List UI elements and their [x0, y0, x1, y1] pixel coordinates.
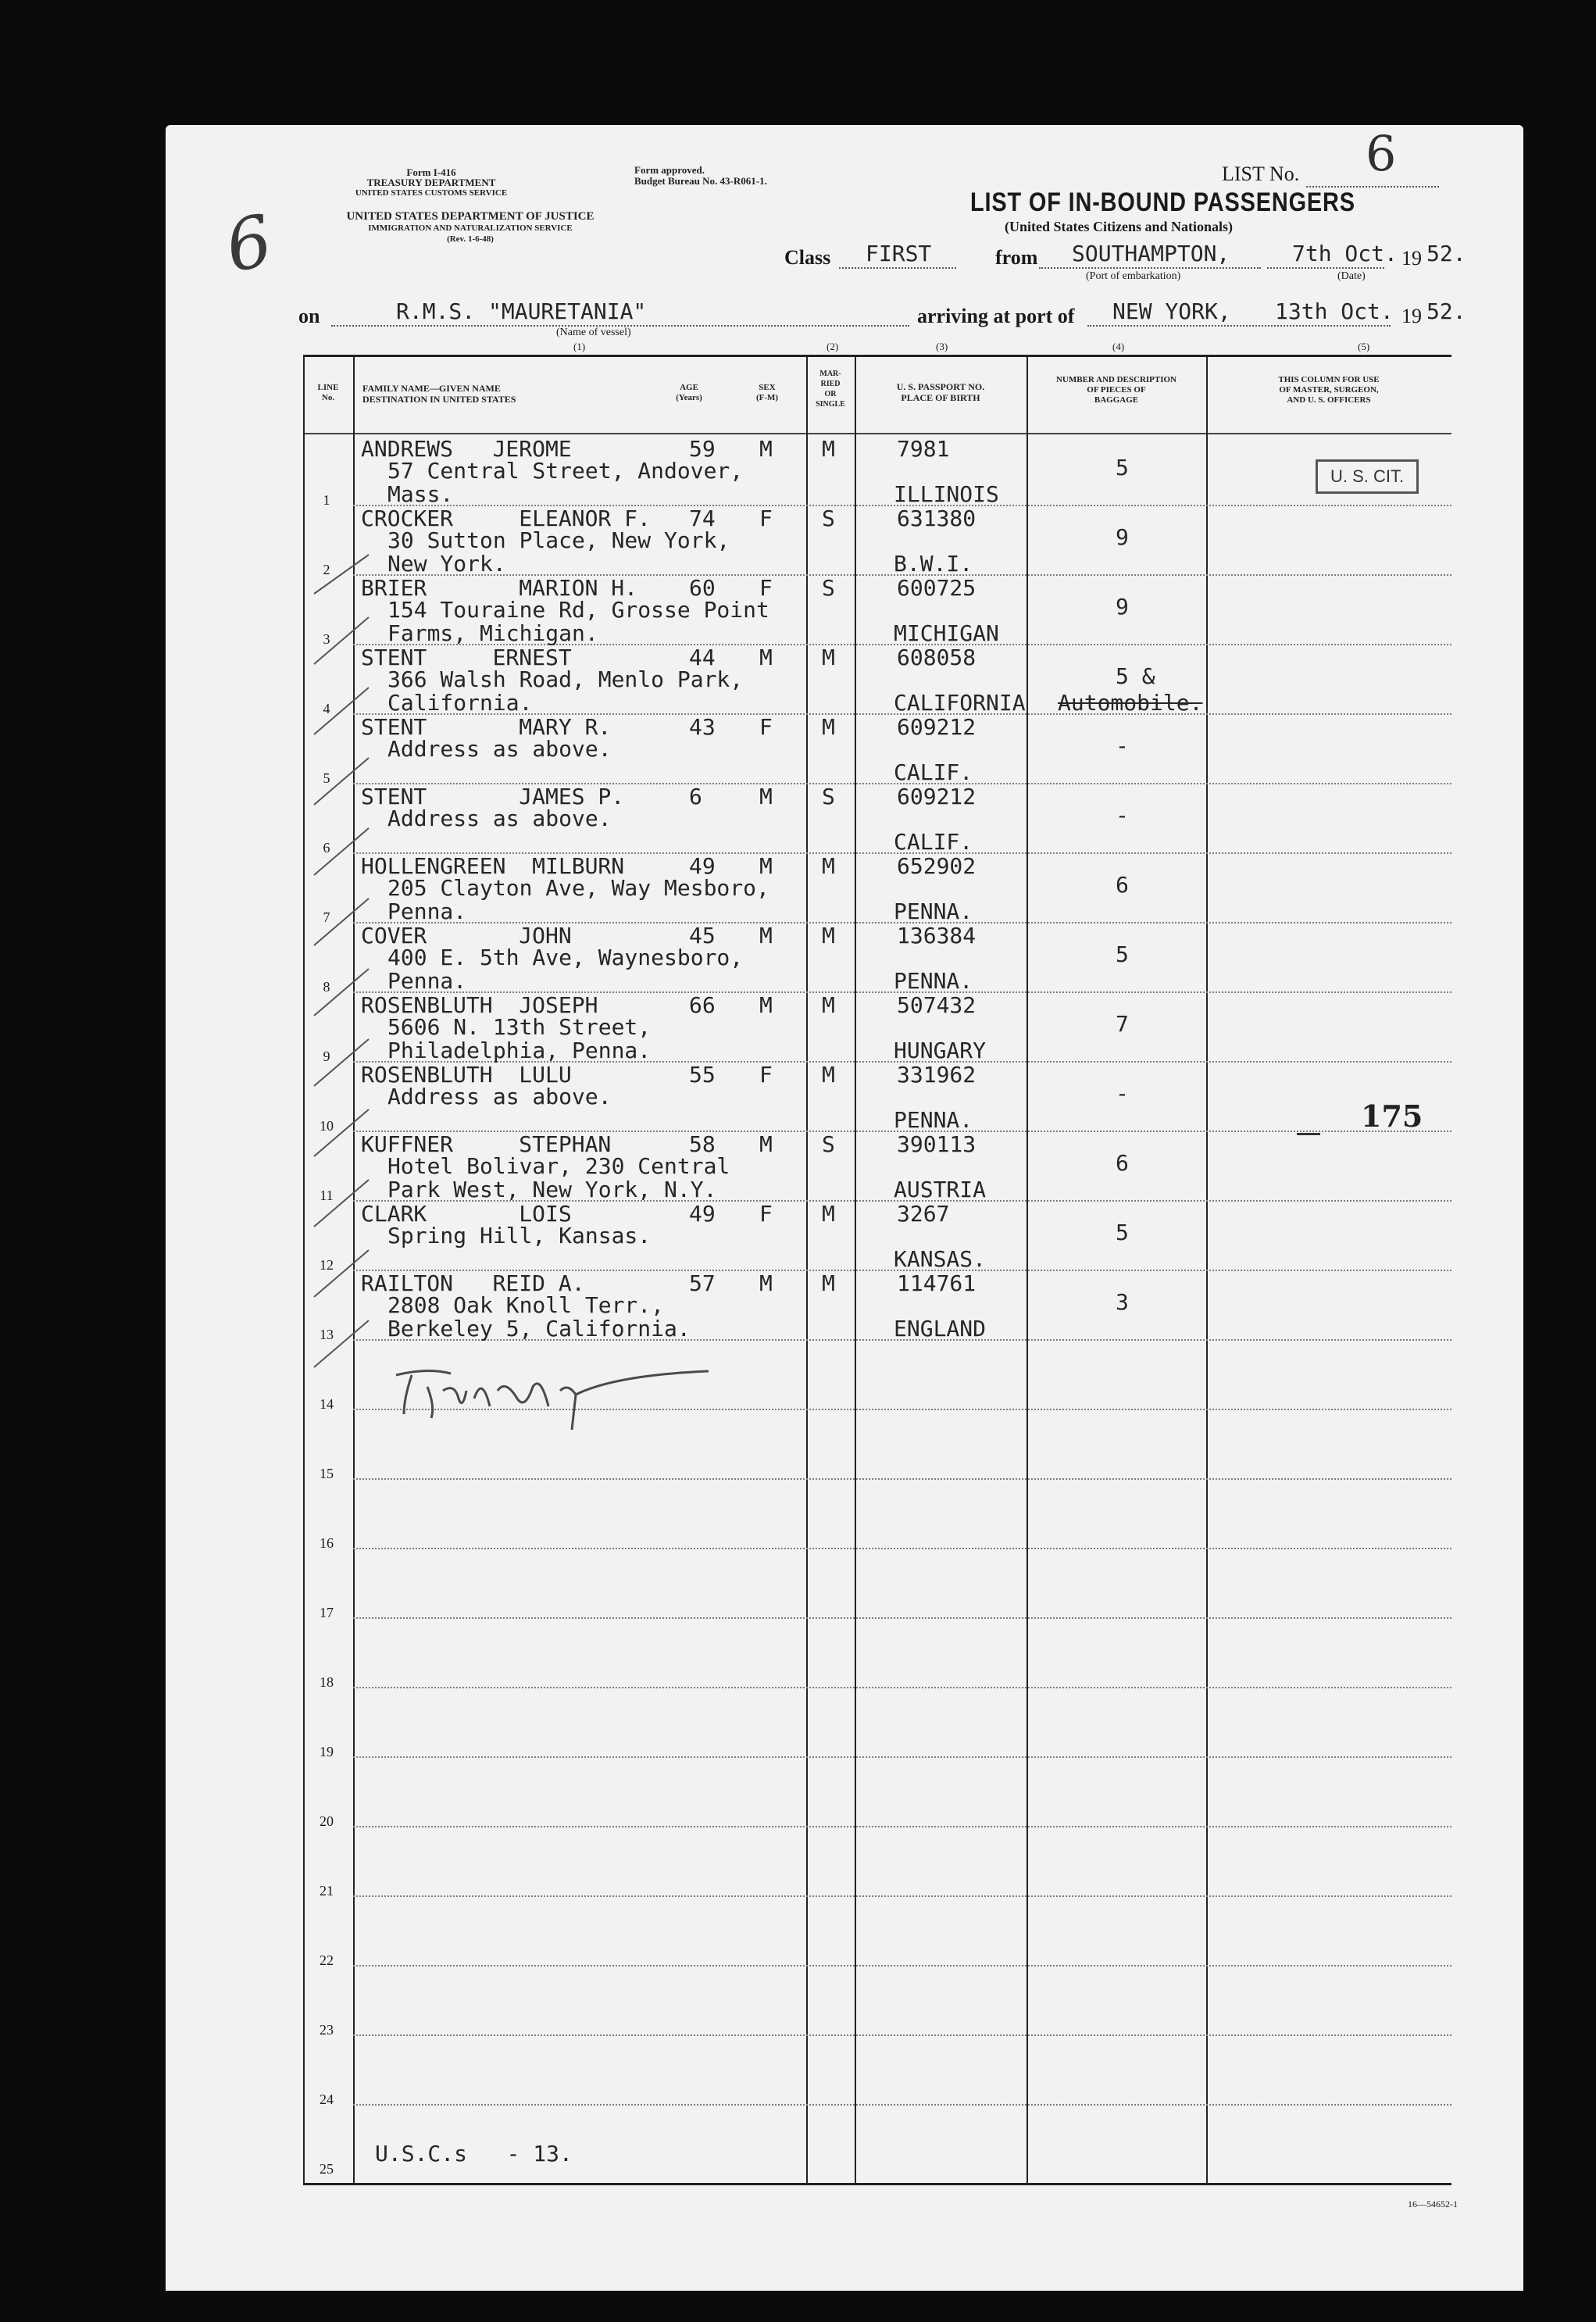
- passport-number: 609212: [897, 714, 977, 740]
- passenger-name: ANDREWS JEROME: [361, 436, 572, 462]
- passport-number: 507432: [897, 992, 977, 1018]
- list-no-label: LIST No.: [1222, 163, 1300, 185]
- treasury-dept: TREASURY DEPARTMENT: [366, 177, 496, 188]
- place-of-birth: AUSTRIA: [894, 1177, 987, 1202]
- passenger-age: 58: [689, 1131, 716, 1157]
- col-marker-3: (3): [936, 341, 948, 352]
- marital-status: M: [822, 645, 835, 670]
- passport-number: 136384: [897, 923, 977, 948]
- arrival-port: NEW YORK,: [1112, 298, 1231, 324]
- col-marker-4: (4): [1112, 341, 1125, 352]
- passenger-address: Address as above.: [387, 1084, 612, 1109]
- passport-number: 609212: [897, 784, 977, 809]
- passenger-age: 43: [689, 714, 716, 740]
- header-passport: U. S. PASSPORT NO. PLACE OF BIRTH: [896, 381, 985, 403]
- line-number: 3: [323, 631, 330, 647]
- port-caption: (Port of embarkation): [1086, 270, 1181, 282]
- baggage-count: 9: [1116, 594, 1129, 620]
- vessel-caption: (Name of vessel): [556, 327, 631, 338]
- passenger-name: ROSENBLUTH JOSEPH: [361, 992, 598, 1018]
- marital-status: M: [822, 1270, 835, 1296]
- line-number: 6: [323, 840, 330, 856]
- line-number: 25: [320, 2161, 334, 2177]
- passport-number: 3267: [897, 1201, 950, 1227]
- row-rule: [353, 1548, 1451, 1549]
- page-title: LIST OF IN-BOUND PASSENGERS: [970, 188, 1355, 217]
- line-number: 22: [320, 1952, 334, 1968]
- officer-signature: [380, 1344, 740, 1430]
- form-approved: Form approved.: [634, 164, 705, 176]
- header-line-no: LINE No.: [317, 383, 339, 402]
- passport-number: 390113: [897, 1131, 977, 1157]
- customs-service: UNITED STATES CUSTOMS SERVICE: [355, 188, 508, 198]
- row-rule: [353, 2104, 1451, 2106]
- place-of-birth: PENNA.: [894, 1107, 973, 1133]
- officer-tally: 175: [1361, 1098, 1423, 1134]
- line-number: 21: [320, 1883, 334, 1899]
- passenger-sex: F: [759, 575, 773, 601]
- col-marker-1: (1): [573, 341, 586, 352]
- passenger-name: CROCKER ELEANOR F.: [361, 505, 651, 531]
- list-no-value: 6: [1366, 125, 1397, 182]
- class-line: [839, 267, 956, 269]
- depart-date: 7th Oct.: [1292, 241, 1398, 266]
- passenger-address: 57 Central Street, Andover, Mass.: [387, 458, 744, 507]
- passenger-age: 66: [689, 992, 716, 1018]
- passenger-name: KUFFNER STEPHAN: [361, 1131, 612, 1157]
- passenger-address: 205 Clayton Ave, Way Mesboro, Penna.: [387, 875, 769, 924]
- baggage-count: 5: [1116, 455, 1129, 480]
- officer-tally-dash: [1297, 1133, 1320, 1135]
- table-top-border: [303, 355, 1451, 357]
- header-officers: THIS COLUMN FOR USE OF MASTER, SURGEON, AND U. S. OFFICERS: [1278, 375, 1380, 405]
- marital-status: M: [822, 436, 835, 462]
- passenger-age: 59: [689, 436, 716, 462]
- passenger-sex: F: [759, 1201, 773, 1227]
- passenger-name: ROSENBLUTH LULU: [361, 1062, 572, 1088]
- line-number: 18: [320, 1674, 334, 1690]
- place-of-birth: HUNGARY: [894, 1038, 987, 1063]
- row-rule: [353, 1826, 1451, 1827]
- passenger-address: 400 E. 5th Ave, Waynesboro, Penna.: [387, 945, 744, 994]
- marital-status: S: [822, 1131, 835, 1157]
- arrival-date: 13th Oct.: [1275, 298, 1394, 324]
- from-value: SOUTHAMPTON,: [1072, 241, 1230, 266]
- passenger-sex: F: [759, 505, 773, 531]
- line-number: 12: [320, 1257, 334, 1273]
- line-number: 11: [320, 1188, 334, 1203]
- passenger-age: 49: [689, 1201, 716, 1227]
- struck-baggage-note: Automobile.: [1058, 690, 1203, 716]
- passenger-sex: M: [759, 1270, 773, 1296]
- passenger-name: CLARK LOIS: [361, 1201, 572, 1227]
- line-number: 15: [320, 1466, 334, 1481]
- marital-status: M: [822, 1201, 835, 1227]
- passenger-name: HOLLENGREEN MILBURN: [361, 853, 625, 879]
- passport-number: 608058: [897, 645, 977, 670]
- footer-code: 16—54652-1: [1408, 2199, 1458, 2209]
- passenger-age: 55: [689, 1062, 716, 1088]
- passenger-sex: M: [759, 923, 773, 948]
- marital-status: M: [822, 992, 835, 1018]
- header-married: MAR- RIED OR SINGLE: [816, 370, 845, 409]
- marital-status: S: [822, 575, 835, 601]
- passenger-address: 30 Sutton Place, New York, New York.: [387, 527, 730, 577]
- line-number: 20: [320, 1813, 334, 1829]
- col-divider: [806, 355, 808, 2183]
- col-divider: [855, 355, 856, 2183]
- passport-number: 600725: [897, 575, 977, 601]
- vessel-name: R.M.S. "MAURETANIA": [396, 298, 647, 324]
- passenger-age: 74: [689, 505, 716, 531]
- line-number: 17: [320, 1605, 334, 1620]
- header-age: AGE (Years): [676, 383, 702, 402]
- place-of-birth: MICHIGAN: [894, 620, 999, 646]
- form-id: Form I-416: [406, 166, 456, 178]
- date-caption: (Date): [1337, 270, 1366, 282]
- line-number: 10: [320, 1118, 334, 1134]
- manifest-page: [166, 125, 1523, 2291]
- baggage-count: 6: [1116, 872, 1129, 898]
- row-rule: [353, 1687, 1451, 1688]
- passenger-address: 5606 N. 13th Street, Philadelphia, Penna.: [387, 1014, 652, 1063]
- passenger-address: 154 Touraine Rd, Grosse Point Farms, Michigan.: [387, 597, 769, 646]
- line-number: 19: [320, 1744, 334, 1759]
- passport-number: 652902: [897, 853, 977, 879]
- budget-bureau: Budget Bureau No. 43-R061-1.: [634, 175, 767, 187]
- place-of-birth: B.W.I.: [894, 551, 973, 577]
- handwritten-mark: 6: [218, 199, 280, 289]
- passenger-address: 366 Walsh Road, Menlo Park, California.: [387, 666, 744, 716]
- line-number: 8: [323, 979, 330, 995]
- passenger-sex: M: [759, 784, 773, 809]
- revision: (Rev. 1-6-48): [447, 234, 494, 244]
- depart-date-line: [1267, 267, 1384, 269]
- table-header-bottom: [303, 433, 1451, 434]
- marital-status: M: [822, 923, 835, 948]
- col-divider: [303, 355, 305, 2183]
- col-marker-2: (2): [827, 341, 839, 352]
- line-number: 1: [323, 492, 330, 508]
- line-number: 7: [323, 909, 330, 925]
- header-baggage: NUMBER AND DESCRIPTION OF PIECES OF BAGGAGE: [1055, 375, 1177, 405]
- marital-status: S: [822, 784, 835, 809]
- place-of-birth: PENNA.: [894, 968, 973, 994]
- passenger-name: RAILTON REID A.: [361, 1270, 585, 1296]
- arriving-label: arriving at port of: [917, 305, 1075, 327]
- place-of-birth: KANSAS.: [894, 1246, 987, 1272]
- baggage-count: 5 &: [1116, 663, 1155, 689]
- line-number: 5: [323, 770, 330, 786]
- arrival-year: 52.: [1426, 298, 1466, 324]
- passenger-address: Address as above.: [387, 806, 612, 831]
- baggage-count: 5: [1116, 1220, 1129, 1245]
- row-rule: [353, 1965, 1451, 1967]
- place-of-birth: CALIF.: [894, 759, 973, 785]
- passenger-age: 45: [689, 923, 716, 948]
- marital-status: S: [822, 505, 835, 531]
- table-bottom-border: [303, 2183, 1451, 2185]
- passenger-address: Address as above.: [387, 736, 612, 762]
- passenger-name: STENT ERNEST: [361, 645, 572, 670]
- passenger-address: Hotel Bolivar, 230 Central Park West, New York, N.Y.: [387, 1153, 730, 1202]
- class-value: FIRST: [866, 241, 932, 266]
- passenger-sex: M: [759, 436, 773, 462]
- marital-status: M: [822, 714, 835, 740]
- baggage-count: -: [1116, 733, 1129, 759]
- row-rule: [353, 1478, 1451, 1480]
- col-marker-5: (5): [1358, 341, 1370, 352]
- total-citizens-note: U.S.C.s - 13.: [375, 2141, 573, 2167]
- from-label: from: [995, 246, 1038, 269]
- depart-year: 52.: [1426, 241, 1466, 266]
- arrival-year-prefix: 19: [1401, 305, 1422, 327]
- passenger-sex: F: [759, 1062, 773, 1088]
- passenger-name: BRIER MARION H.: [361, 575, 638, 601]
- row-rule: [353, 1895, 1451, 1897]
- marital-status: M: [822, 1062, 835, 1088]
- passenger-age: 44: [689, 645, 716, 670]
- baggage-count: 9: [1116, 524, 1129, 550]
- col-divider: [1206, 355, 1208, 2183]
- line-number: 4: [323, 701, 330, 716]
- col-divider: [1027, 355, 1028, 2183]
- line-number: 13: [320, 1327, 334, 1342]
- passenger-age: 57: [689, 1270, 716, 1296]
- passenger-age: 60: [689, 575, 716, 601]
- place-of-birth: PENNA.: [894, 898, 973, 924]
- passport-number: 331962: [897, 1062, 977, 1088]
- line-number: 23: [320, 2022, 334, 2038]
- passenger-name: COVER JOHN: [361, 923, 572, 948]
- baggage-count: 6: [1116, 1150, 1129, 1176]
- header-sex: SEX (F-M): [755, 383, 779, 402]
- immigration-service: IMMIGRATION AND NATURALIZATION SERVICE: [368, 223, 573, 233]
- from-line: [1039, 267, 1261, 269]
- page-subtitle: (United States Citizens and Nationals): [1005, 219, 1234, 234]
- passenger-sex: M: [759, 992, 773, 1018]
- justice-dept: UNITED STATES DEPARTMENT OF JUSTICE: [346, 210, 594, 223]
- marital-status: M: [822, 853, 835, 879]
- passenger-sex: M: [759, 853, 773, 879]
- line-number: 14: [320, 1396, 334, 1412]
- passenger-sex: M: [759, 645, 773, 670]
- row-rule: [353, 1617, 1451, 1619]
- arrival-line: [1087, 325, 1391, 327]
- line-number: 9: [323, 1048, 330, 1064]
- line-number: 2: [323, 562, 330, 577]
- class-label: Class: [784, 246, 831, 269]
- depart-year-prefix: 19: [1401, 247, 1422, 270]
- passenger-sex: M: [759, 1131, 773, 1157]
- line-number: 24: [320, 2092, 334, 2107]
- passport-number: 7981: [897, 436, 950, 462]
- passenger-age: 49: [689, 853, 716, 879]
- us-citizen-stamp: U. S. CIT.: [1316, 459, 1419, 494]
- row-rule: [353, 2034, 1451, 2036]
- row-rule: [353, 1756, 1451, 1758]
- place-of-birth: ILLINOIS: [894, 481, 999, 507]
- on-label: on: [298, 305, 320, 327]
- passport-number: 631380: [897, 505, 977, 531]
- line-number: 16: [320, 1535, 334, 1551]
- passport-number: 114761: [897, 1270, 977, 1296]
- header-name: FAMILY NAME—GIVEN NAME DESTINATION IN UNITED STATES: [362, 383, 516, 405]
- place-of-birth: ENGLAND: [894, 1316, 987, 1341]
- baggage-count: 3: [1116, 1289, 1129, 1315]
- baggage-count: 7: [1116, 1011, 1129, 1037]
- place-of-birth: CALIF.: [894, 829, 973, 855]
- passenger-age: 6: [689, 784, 702, 809]
- baggage-count: -: [1116, 802, 1129, 828]
- passenger-address: Spring Hill, Kansas.: [387, 1223, 652, 1249]
- baggage-count: 5: [1116, 941, 1129, 967]
- tally-marks: [306, 438, 377, 1453]
- passenger-name: STENT JAMES P.: [361, 784, 625, 809]
- place-of-birth: CALIFORNIA: [894, 690, 1026, 716]
- baggage-count: -: [1116, 1081, 1129, 1106]
- passenger-sex: F: [759, 714, 773, 740]
- passenger-address: 2808 Oak Knoll Terr., Berkeley 5, California.: [387, 1292, 691, 1341]
- passenger-name: STENT MARY R.: [361, 714, 612, 740]
